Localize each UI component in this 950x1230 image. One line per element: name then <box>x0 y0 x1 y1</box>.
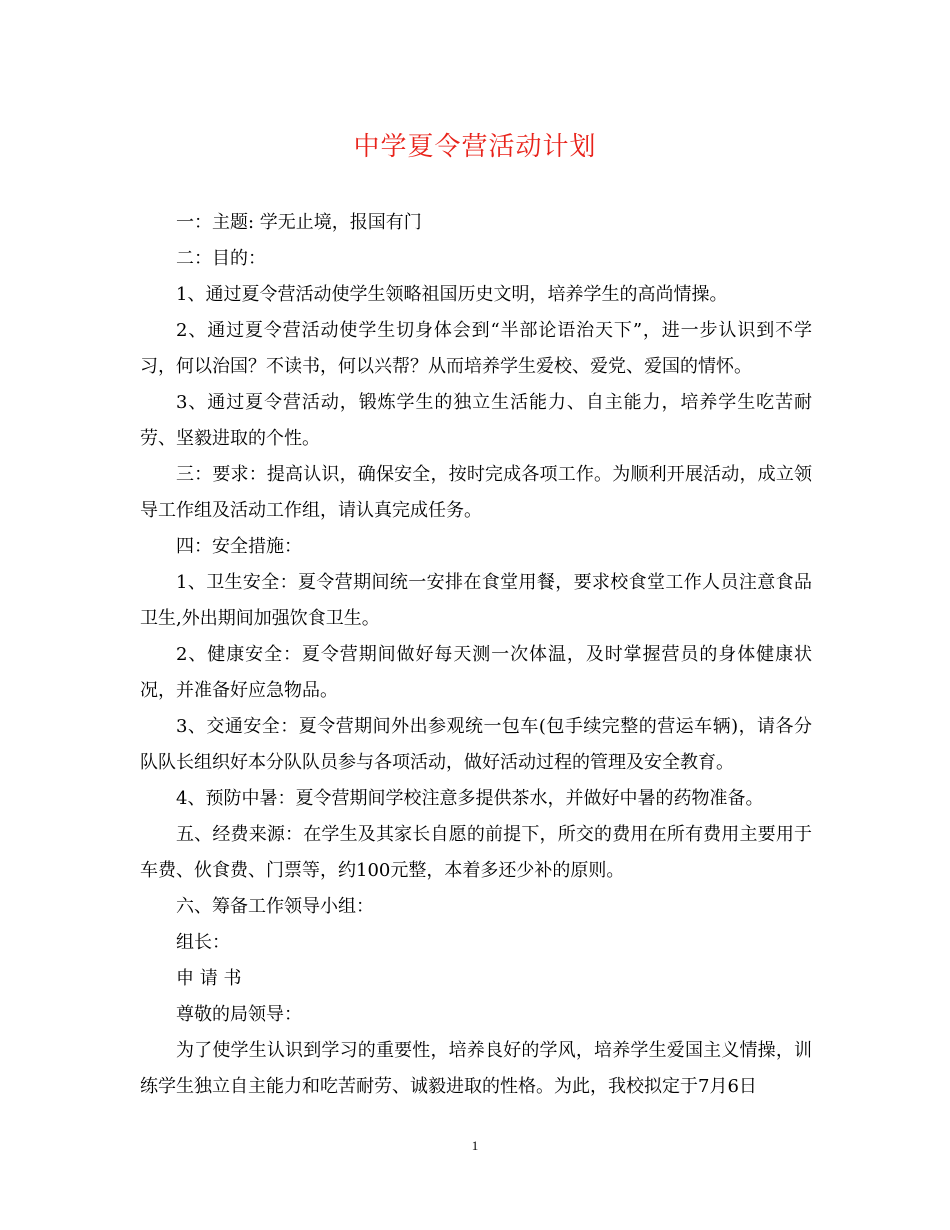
paragraph-safety-1: 1、卫生安全：夏令营期间统一安排在食堂用餐，要求校食堂工作人员注意食品卫生,外出期间加强饮食卫生。 <box>140 572 812 629</box>
page-number: 1 <box>471 1138 479 1153</box>
paragraph-safety-4: 4、预防中暑：夏令营期间学校注意多提供茶水，并做好中暑的药物准备。 <box>176 788 764 809</box>
document-title: 中学夏令营活动计划 <box>353 132 597 162</box>
paragraph-safety-heading: 四：安全措施： <box>176 536 302 557</box>
paragraph-requirements: 三：要求：提高认识，确保安全，按时完成各项工作。为顺利开展活动，成立领导工作组及活动工作组，请认真完成任务。 <box>140 464 812 521</box>
paragraph-leadership-heading: 六、筹备工作领导小组： <box>176 896 374 917</box>
paragraph-purpose-1: 1、通过夏令营活动使学生领略祖国历史文明，培养学生的高尚情操。 <box>176 284 728 305</box>
document-body <box>140 205 812 1105</box>
paragraph-theme: 一：主题: 学无止境，报国有门 <box>176 212 422 233</box>
paragraph-application-heading: 申 请 书 <box>176 968 242 989</box>
paragraph-funding: 五、经费来源：在学生及其家长自愿的前提下，所交的费用在所有费用主要用于车费、伙食费、门票等，约100元整，本着多还少补的原则。 <box>140 824 812 881</box>
paragraph-purpose-heading: 二：目的： <box>176 248 266 269</box>
paragraph-safety-3: 3、交通安全：夏令营期间外出参观统一包车(包手续完整的营运车辆)，请各分队队长组织好本分队队员参与各项活动，做好活动过程的管理及安全教育。 <box>140 716 812 773</box>
paragraph-safety-2: 2、健康安全：夏令营期间做好每天测一次体温，及时掌握营员的身体健康状况，并准备好应急物品。 <box>140 644 812 701</box>
paragraph-purpose-2: 2、通过夏令营活动使学生切身体会到“半部论语治天下”，进一步认识到不学习，何以治国？不读书，何以兴帮？从而培养学生爱校、爱党、爱国的情怀。 <box>140 320 812 377</box>
paragraph-leader: 组长： <box>176 932 230 953</box>
paragraph-salutation: 尊敬的局领导： <box>176 1004 302 1025</box>
paragraph-application-body: 为了使学生认识到学习的重要性，培养良好的学风，培养学生爱国主义情操，训练学生独立自主能力和吃苦耐劳、诚毅进取的性格。为此，我校拟定于7月6日 <box>140 1040 812 1097</box>
paragraph-purpose-3: 3、通过夏令营活动，锻炼学生的独立生活能力、自主能力，培养学生吃苦耐劳、坚毅进取的个性。 <box>140 392 812 449</box>
